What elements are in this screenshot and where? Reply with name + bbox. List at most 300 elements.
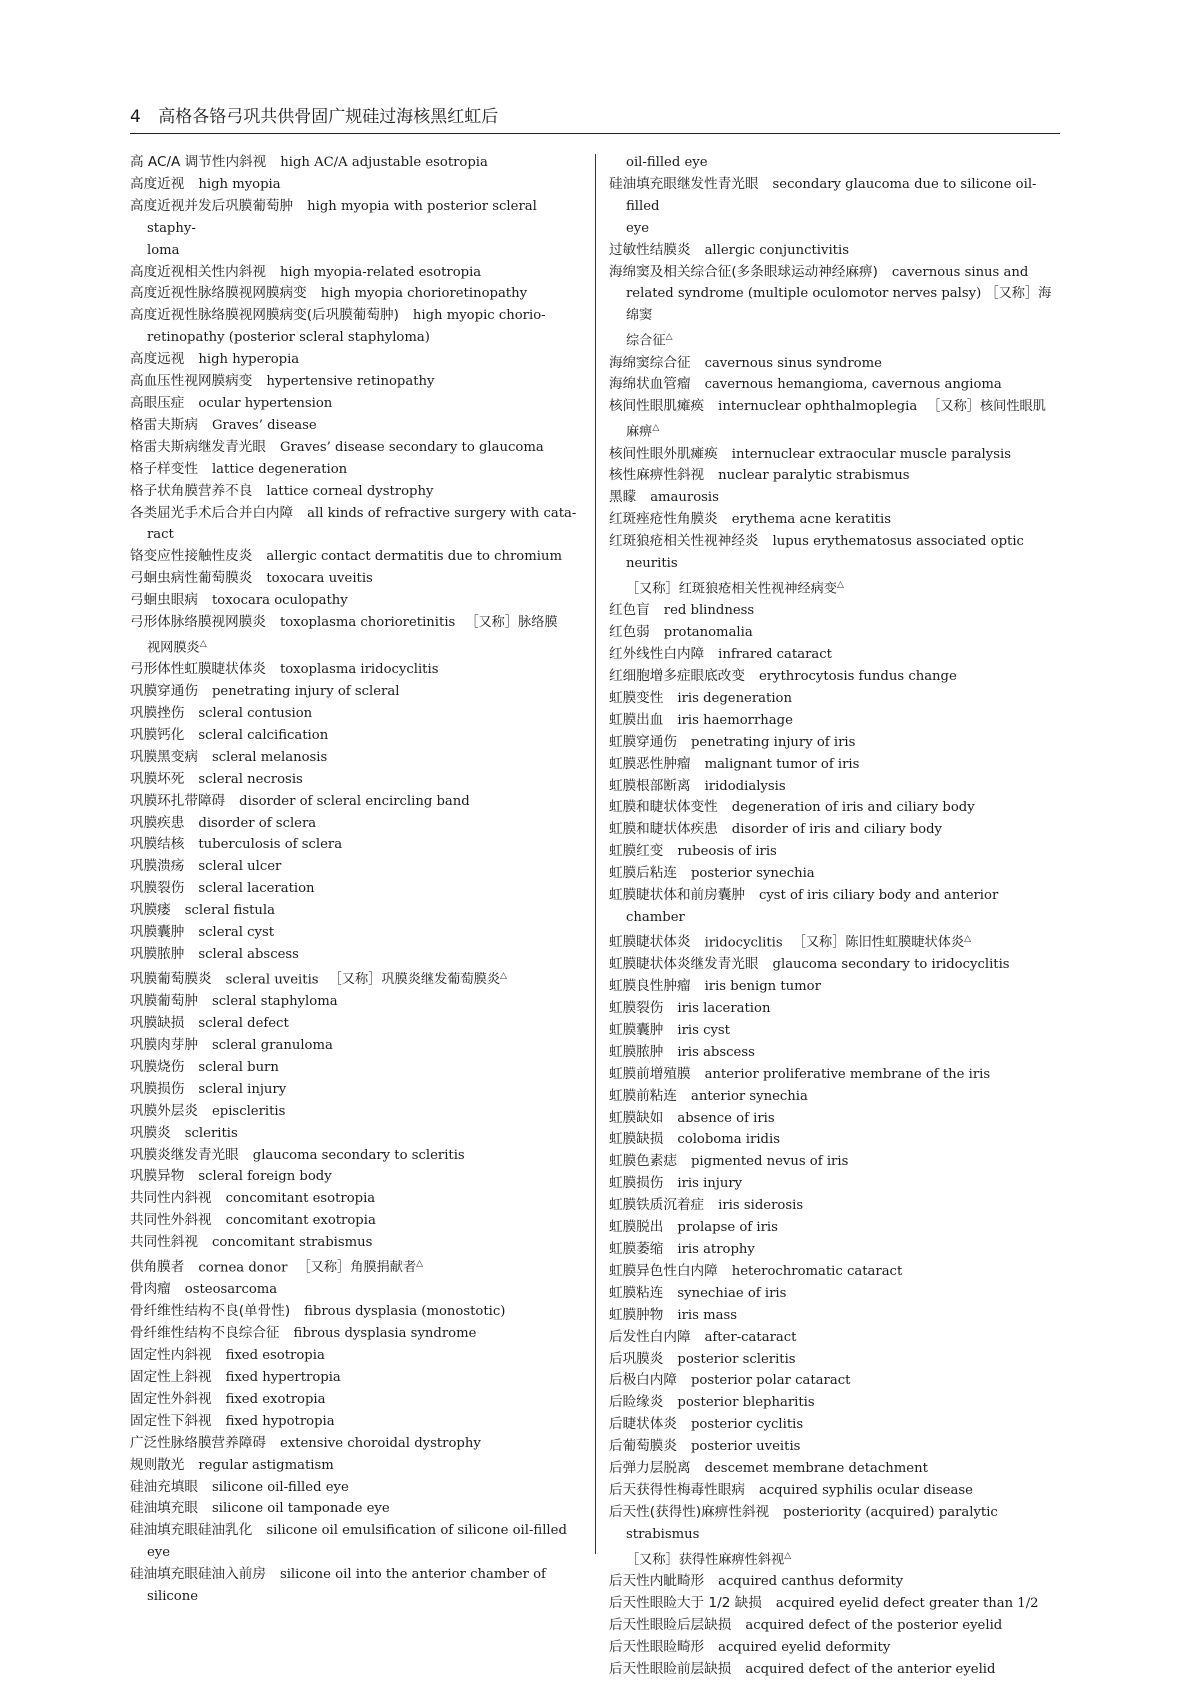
term-english: glaucoma secondary to iridocyclitis bbox=[772, 957, 1010, 973]
term-entry bbox=[609, 531, 1060, 575]
term-entry bbox=[130, 437, 586, 459]
term-english: absence of iris bbox=[677, 1110, 775, 1126]
continuation-text: ［又称］红斑狼疮相关性视神经病变 bbox=[626, 581, 837, 597]
term-chinese: 巩膜损伤 bbox=[130, 1080, 185, 1097]
term-entry bbox=[130, 1411, 586, 1433]
term-entry bbox=[609, 885, 1060, 929]
term-entry bbox=[609, 374, 1060, 396]
term-entry bbox=[609, 998, 1060, 1020]
term-chinese: 共同性斜视 bbox=[130, 1234, 198, 1251]
term-english: iris abscess bbox=[677, 1044, 755, 1060]
term-english: iridocyclitis bbox=[704, 935, 783, 951]
term-entry bbox=[609, 1042, 1060, 1064]
alias-mark: △ bbox=[500, 970, 507, 981]
term-english: cavernous hemangioma, cavernous angioma bbox=[704, 377, 1002, 393]
term-chinese: 硅油填充眼 bbox=[130, 1500, 198, 1517]
term-entry bbox=[130, 1433, 586, 1455]
term-english: iris cyst bbox=[677, 1022, 730, 1038]
term-continuation bbox=[609, 218, 1060, 240]
term-entry bbox=[609, 954, 1060, 976]
term-chinese: 高度近视 bbox=[130, 175, 185, 192]
term-chinese: 后天性内眦畸形 bbox=[609, 1572, 705, 1589]
term-english: allergic contact dermatitis due to chromium bbox=[266, 549, 562, 565]
term-entry bbox=[130, 878, 586, 900]
term-entry bbox=[130, 725, 586, 747]
term-english: osteosarcoma bbox=[184, 1282, 278, 1298]
term-entry bbox=[609, 1571, 1060, 1593]
continuation-text: retinopathy (posterior scleral staphyloma) bbox=[147, 330, 430, 346]
term-chinese: 虹膜脓肿 bbox=[609, 1043, 664, 1060]
term-continuation bbox=[609, 575, 1060, 600]
term-entry bbox=[609, 710, 1060, 732]
term-english: malignant tumor of iris bbox=[704, 756, 860, 772]
term-chinese: 虹膜穿通伤 bbox=[609, 733, 677, 750]
term-chinese: 海绵窦综合征 bbox=[609, 354, 691, 371]
term-english: tuberculosis of sclera bbox=[198, 837, 343, 853]
term-english: internuclear extraocular muscle paralysis bbox=[731, 446, 1011, 462]
term-entry bbox=[130, 415, 586, 437]
term-chinese: 固定性上斜视 bbox=[130, 1369, 212, 1386]
term-english: lupus erythematosus associated optic neuritis bbox=[626, 534, 1024, 572]
term-chinese: 巩膜缺损 bbox=[130, 1015, 185, 1032]
term-english: iris injury bbox=[677, 1176, 743, 1192]
term-english: fibrous dysplasia (monostotic) bbox=[304, 1304, 506, 1320]
term-entry bbox=[609, 1458, 1060, 1480]
term-english: fibrous dysplasia syndrome bbox=[293, 1326, 477, 1342]
term-entry bbox=[130, 1498, 586, 1520]
term-chinese: 虹膜良性肿瘤 bbox=[609, 978, 691, 995]
term-english: hypertensive retinopathy bbox=[266, 374, 435, 390]
term-chinese: 虹膜根部断离 bbox=[609, 777, 691, 794]
term-english: silicone oil emulsification of silicone oil-filled bbox=[266, 1523, 567, 1539]
term-entry bbox=[130, 703, 586, 725]
term-chinese: 弓蛔虫病性葡萄膜炎 bbox=[130, 570, 253, 587]
term-entry bbox=[130, 1455, 586, 1477]
term-chinese: 后弹力层脱离 bbox=[609, 1460, 691, 1477]
term-english: acquired defect of the anterior eyelid bbox=[745, 1661, 996, 1677]
term-chinese: 过敏性结膜炎 bbox=[609, 241, 691, 258]
term-entry bbox=[130, 1323, 586, 1345]
term-chinese: 虹膜后粘连 bbox=[609, 865, 677, 882]
continuation-text: ［又称］获得性麻痹性斜视 bbox=[626, 1552, 785, 1568]
term-continuation bbox=[609, 327, 1060, 352]
term-chinese: 虹膜前粘连 bbox=[609, 1087, 677, 1104]
term-chinese: 虹膜缺损 bbox=[609, 1131, 664, 1148]
page-header bbox=[130, 103, 1060, 134]
term-chinese: 后极白内障 bbox=[609, 1372, 677, 1389]
term-english: iris mass bbox=[677, 1307, 737, 1323]
term-english: iris degeneration bbox=[677, 690, 792, 706]
term-chinese: 格子状角膜营养不良 bbox=[130, 482, 253, 499]
term-english: disorder of scleral encircling band bbox=[239, 793, 470, 809]
alias-mark: △ bbox=[964, 933, 971, 944]
term-entry bbox=[609, 1151, 1060, 1173]
term-chinese: 巩膜钙化 bbox=[130, 726, 185, 743]
term-english: scleral foreign body bbox=[198, 1169, 332, 1185]
term-continuation bbox=[130, 327, 586, 349]
term-english: scleral laceration bbox=[198, 881, 315, 897]
term-entry bbox=[130, 503, 586, 525]
term-entry bbox=[609, 174, 1060, 218]
term-entry bbox=[609, 600, 1060, 622]
term-entry bbox=[130, 681, 586, 703]
term-chinese: 格子样变性 bbox=[130, 460, 198, 477]
term-english: nuclear paralytic strabismus bbox=[718, 468, 910, 484]
term-entry bbox=[609, 976, 1060, 998]
term-entry bbox=[609, 509, 1060, 531]
term-entry bbox=[609, 1414, 1060, 1436]
term-english: fixed esotropia bbox=[225, 1348, 325, 1364]
term-continuation bbox=[609, 152, 1060, 174]
term-chinese: 固定性内斜视 bbox=[130, 1347, 212, 1364]
term-chinese: 后天性(获得性)麻痹性斜视 bbox=[609, 1503, 770, 1520]
term-chinese: 虹膜损伤 bbox=[609, 1175, 664, 1192]
alias-mark: △ bbox=[416, 1259, 424, 1270]
term-chinese: 巩膜穿通伤 bbox=[130, 683, 198, 700]
term-english: toxocara uveitis bbox=[266, 571, 373, 587]
term-english: scleral injury bbox=[198, 1081, 287, 1097]
term-chinese: 巩膜脓肿 bbox=[130, 946, 185, 963]
term-chinese: 巩膜异物 bbox=[130, 1168, 185, 1185]
term-english: extensive choroidal dystrophy bbox=[279, 1435, 481, 1451]
term-english: silicone oil-filled eye bbox=[211, 1479, 349, 1495]
term-english: high hyperopia bbox=[198, 352, 300, 368]
term-entry bbox=[130, 371, 586, 393]
term-entry bbox=[130, 1232, 586, 1254]
term-entry bbox=[609, 666, 1060, 688]
term-chinese: 红细胞增多症眼底改变 bbox=[609, 668, 745, 685]
term-chinese: 虹膜脱出 bbox=[609, 1219, 664, 1236]
term-english: internuclear ophthalmoplegia bbox=[718, 399, 918, 415]
term-entry bbox=[609, 1502, 1060, 1546]
term-english: pigmented nevus of iris bbox=[690, 1154, 849, 1170]
term-entry bbox=[609, 1261, 1060, 1283]
term-english: descemet membrane detachment bbox=[704, 1461, 928, 1477]
term-english: scleritis bbox=[184, 1125, 238, 1141]
term-chinese: 虹膜睫状体炎 bbox=[609, 934, 691, 951]
term-english: scleral ulcer bbox=[198, 859, 282, 875]
term-chinese: 巩膜葡萄膜炎 bbox=[130, 971, 212, 988]
term-english: secondary glaucoma due to silicone oil-filled bbox=[626, 176, 1037, 214]
term-entry bbox=[609, 754, 1060, 776]
term-english: posterior synechia bbox=[690, 866, 815, 882]
term-entry bbox=[130, 900, 586, 922]
term-english: lattice corneal dystrophy bbox=[266, 483, 434, 499]
term-chinese: 后天性眼睑大于 1/2 缺损 bbox=[609, 1594, 762, 1611]
term-chinese: 高度远视 bbox=[130, 351, 185, 368]
column-divider bbox=[595, 154, 596, 1554]
term-chinese: 固定性外斜视 bbox=[130, 1390, 212, 1407]
term-entry bbox=[609, 688, 1060, 710]
term-english: acquired syphilis ocular disease bbox=[758, 1482, 973, 1498]
term-english: toxoplasma iridocyclitis bbox=[279, 662, 439, 678]
term-english: scleral burn bbox=[198, 1059, 279, 1075]
term-entry bbox=[609, 1283, 1060, 1305]
term-entry bbox=[609, 487, 1060, 509]
term-entry bbox=[130, 1145, 586, 1167]
term-chinese: 巩膜肉芽肿 bbox=[130, 1037, 198, 1054]
term-entry bbox=[130, 769, 586, 791]
term-english: fixed hypotropia bbox=[225, 1413, 335, 1429]
term-chinese: 虹膜肿物 bbox=[609, 1306, 664, 1323]
term-english: scleral granuloma bbox=[211, 1038, 333, 1054]
term-entry bbox=[130, 922, 586, 944]
term-continuation bbox=[609, 418, 1060, 443]
term-english: disorder of sclera bbox=[198, 815, 317, 831]
term-continuation bbox=[130, 1542, 586, 1564]
term-chinese: 高度近视性脉络膜视网膜病变 bbox=[130, 285, 307, 302]
term-chinese: 虹膜红变 bbox=[609, 843, 664, 860]
term-entry bbox=[609, 1173, 1060, 1195]
term-chinese: 广泛性脉络膜营养障碍 bbox=[130, 1434, 266, 1451]
term-english: iris siderosis bbox=[718, 1198, 804, 1214]
term-english: posterior polar cataract bbox=[690, 1373, 851, 1389]
term-chinese: 骨纤维性结构不良综合征 bbox=[130, 1325, 280, 1342]
term-english: posterior scleritis bbox=[677, 1351, 796, 1367]
term-english: posterior cyclitis bbox=[690, 1417, 804, 1433]
term-entry bbox=[130, 1301, 586, 1323]
term-chinese: 铬变应性接触性皮炎 bbox=[130, 548, 253, 565]
term-english: red blindness bbox=[663, 603, 755, 619]
term-entry bbox=[130, 813, 586, 835]
term-chinese: 固定性下斜视 bbox=[130, 1412, 212, 1429]
term-entry bbox=[609, 1659, 1060, 1681]
term-english: high AC/A adjustable esotropia bbox=[280, 155, 488, 170]
term-entry bbox=[609, 1239, 1060, 1261]
term-chinese: 共同性内斜视 bbox=[130, 1190, 212, 1207]
term-english: anterior proliferative membrane of the iris bbox=[704, 1066, 991, 1082]
term-entry bbox=[609, 1086, 1060, 1108]
term-english: cavernous sinus syndrome bbox=[704, 355, 882, 371]
term-chinese: 核间性眼肌瘫痪 bbox=[609, 398, 705, 415]
term-english: protanomalia bbox=[663, 625, 753, 641]
term-chinese: 巩膜黑变病 bbox=[130, 748, 198, 765]
term-english: high myopic chorio- bbox=[412, 308, 546, 324]
continuation-text: oil-filled eye bbox=[626, 155, 708, 170]
term-entry bbox=[609, 1108, 1060, 1130]
term-entry bbox=[609, 262, 1060, 284]
term-entry bbox=[130, 262, 586, 284]
term-english: high myopia bbox=[198, 176, 281, 192]
term-english: cyst of iris ciliary body and anterior chamber bbox=[626, 888, 999, 925]
term-chinese: 高眼压症 bbox=[130, 394, 185, 411]
term-chinese: 弓蛔虫眼病 bbox=[130, 592, 198, 609]
term-entry bbox=[130, 349, 586, 371]
term-english: scleral staphyloma bbox=[211, 994, 338, 1010]
term-entry bbox=[609, 1436, 1060, 1458]
term-chinese: 弓形体性虹膜睫状体炎 bbox=[130, 661, 266, 678]
term-entry bbox=[130, 1345, 586, 1367]
term-entry bbox=[130, 966, 586, 991]
term-english: fixed exotropia bbox=[225, 1391, 326, 1407]
term-english: iris atrophy bbox=[677, 1241, 755, 1257]
term-english: scleral defect bbox=[198, 1016, 289, 1032]
term-chinese: 巩膜坏死 bbox=[130, 770, 185, 787]
term-entry bbox=[130, 305, 586, 327]
term-entry bbox=[130, 1123, 586, 1145]
term-chinese: 虹膜萎缩 bbox=[609, 1240, 664, 1257]
term-chinese: 巩膜炎继发青光眼 bbox=[130, 1146, 239, 1163]
term-english: scleral contusion bbox=[198, 706, 313, 722]
term-english: allergic conjunctivitis bbox=[704, 242, 849, 258]
term-entry bbox=[130, 1166, 586, 1188]
term-english: cavernous sinus and bbox=[891, 264, 1029, 280]
term-chinese: 红斑痤疮性角膜炎 bbox=[609, 511, 718, 528]
term-entry bbox=[130, 1013, 586, 1035]
term-english: toxocara oculopathy bbox=[211, 593, 348, 609]
alias-mark: △ bbox=[199, 638, 207, 649]
term-chinese: 虹膜异色性白内障 bbox=[609, 1262, 718, 1279]
term-entry bbox=[609, 776, 1060, 798]
term-entry bbox=[609, 396, 1060, 418]
left-column bbox=[130, 152, 586, 1608]
term-entry bbox=[130, 991, 586, 1013]
term-chinese: 海绵窦及相关综合征(多条眼球运动神经麻痹) bbox=[609, 263, 878, 280]
continuation-text: 综合征 bbox=[626, 333, 666, 349]
continuation-text: eye bbox=[626, 220, 650, 236]
term-english: acquired eyelid deformity bbox=[718, 1639, 891, 1655]
term-chinese: 虹膜和睫状体变性 bbox=[609, 799, 718, 816]
term-entry bbox=[130, 856, 586, 878]
alias-mark: △ bbox=[652, 423, 660, 434]
term-entry bbox=[130, 1389, 586, 1411]
term-entry bbox=[609, 1129, 1060, 1151]
term-english: concomitant esotropia bbox=[225, 1191, 376, 1207]
term-continuation bbox=[130, 240, 586, 262]
term-english: acquired eyelid defect greater than 1/2 bbox=[775, 1595, 1039, 1611]
term-chinese: 后天性眼睑后层缺损 bbox=[609, 1616, 732, 1633]
term-entry bbox=[130, 747, 586, 769]
term-english: degeneration of iris and ciliary body bbox=[731, 800, 975, 816]
term-entry bbox=[130, 612, 586, 634]
alias-mark: △ bbox=[665, 332, 673, 343]
term-english: coloboma iridis bbox=[677, 1132, 780, 1148]
term-entry bbox=[130, 791, 586, 813]
term-entry bbox=[130, 1564, 586, 1608]
term-english: scleral fistula bbox=[184, 903, 275, 919]
term-english: high myopia with posterior scleral staphy- bbox=[147, 198, 537, 236]
term-english: posterior uveitis bbox=[690, 1439, 801, 1455]
term-english: acquired defect of the posterior eyelid bbox=[745, 1617, 1003, 1633]
term-english: all kinds of refractive surgery with cata- bbox=[307, 505, 577, 521]
term-entry bbox=[609, 465, 1060, 487]
continuation-text: ract bbox=[147, 527, 174, 543]
term-chinese: 红色弱 bbox=[609, 624, 650, 641]
term-continuation bbox=[130, 524, 586, 546]
alias-mark: △ bbox=[837, 580, 844, 590]
term-entry bbox=[609, 622, 1060, 644]
term-entry bbox=[130, 1367, 586, 1389]
term-english: scleral uveitis bbox=[225, 972, 319, 988]
term-chinese: 格雷夫斯病继发青光眼 bbox=[130, 438, 266, 455]
term-chinese: 虹膜色素痣 bbox=[609, 1153, 677, 1170]
term-chinese: 巩膜囊肿 bbox=[130, 924, 185, 941]
term-entry bbox=[130, 1079, 586, 1101]
term-continuation bbox=[130, 634, 586, 659]
term-chinese: 巩膜结核 bbox=[130, 836, 185, 853]
term-entry bbox=[130, 568, 586, 590]
term-entry bbox=[609, 797, 1060, 819]
term-entry bbox=[609, 1327, 1060, 1349]
term-english: erythrocytosis fundus change bbox=[758, 669, 957, 685]
term-chinese: 后睫状体炎 bbox=[609, 1416, 677, 1433]
term-english: lattice degeneration bbox=[211, 461, 348, 477]
running-title: 高格各铬弓巩共供骨固广规硅过海核黑红虹后 bbox=[158, 107, 499, 127]
term-english: rubeosis of iris bbox=[677, 844, 777, 860]
term-english: scleral abscess bbox=[198, 947, 299, 963]
term-entry bbox=[130, 546, 586, 568]
term-entry bbox=[609, 1637, 1060, 1659]
term-alias: ［又称］脉络膜 bbox=[465, 615, 558, 631]
term-entry bbox=[130, 196, 586, 240]
term-chinese: 巩膜溃疡 bbox=[130, 858, 185, 875]
term-entry bbox=[130, 659, 586, 681]
term-english: high myopia-related esotropia bbox=[279, 264, 482, 280]
term-entry bbox=[130, 1057, 586, 1079]
term-english: prolapse of iris bbox=[677, 1220, 778, 1236]
term-chinese: 黑矇 bbox=[609, 489, 637, 506]
term-chinese: 虹膜和睫状体疾患 bbox=[609, 821, 718, 838]
term-english: scleral melanosis bbox=[211, 749, 328, 765]
term-chinese: 后发性白内障 bbox=[609, 1328, 691, 1345]
term-entry bbox=[609, 732, 1060, 754]
term-english: scleral necrosis bbox=[198, 771, 303, 787]
term-english: posterior blepharitis bbox=[677, 1395, 815, 1411]
term-english: acquired canthus deformity bbox=[718, 1573, 904, 1589]
term-english: penetrating injury of scleral bbox=[211, 684, 400, 700]
term-entry bbox=[609, 1305, 1060, 1327]
term-chinese: 虹膜铁质沉着症 bbox=[609, 1197, 705, 1214]
term-english: fixed hypertropia bbox=[225, 1370, 341, 1386]
term-english: ocular hypertension bbox=[198, 395, 333, 411]
term-chinese: 红色盲 bbox=[609, 602, 650, 619]
term-chinese: 高血压性视网膜病变 bbox=[130, 373, 253, 390]
term-entry bbox=[609, 1370, 1060, 1392]
term-english: scleral calcification bbox=[198, 727, 329, 743]
continuation-text: 麻痹 bbox=[626, 424, 653, 440]
term-chinese: 硅油充填眼 bbox=[130, 1478, 198, 1495]
term-alias: ［又称］巩膜炎继发葡萄膜炎 bbox=[328, 972, 501, 988]
term-alias: ［又称］陈旧性虹膜睫状体炎 bbox=[792, 935, 965, 951]
term-entry bbox=[609, 1480, 1060, 1502]
term-chinese: 巩膜环扎带障碍 bbox=[130, 792, 226, 809]
term-chinese: 后葡萄膜炎 bbox=[609, 1438, 677, 1455]
term-english: after-cataract bbox=[704, 1329, 797, 1345]
term-english: anterior synechia bbox=[690, 1088, 808, 1104]
term-english: amaurosis bbox=[650, 490, 719, 506]
term-entry bbox=[130, 393, 586, 415]
term-english: erythema acne keratitis bbox=[731, 512, 891, 528]
term-english: posteriority (acquired) paralytic strabismus bbox=[626, 1504, 998, 1542]
term-chinese: 后睑缘炎 bbox=[609, 1394, 664, 1411]
alias-mark: △ bbox=[784, 1550, 792, 1561]
term-entry bbox=[130, 283, 586, 305]
term-entry bbox=[609, 1615, 1060, 1637]
term-english: iris benign tumor bbox=[704, 979, 821, 995]
term-english: glaucoma secondary to scleritis bbox=[252, 1147, 465, 1163]
continuation-text: related syndrome (multiple oculomotor nerves palsy) ［又称］海绵窦 bbox=[626, 286, 1052, 324]
term-entry bbox=[130, 1101, 586, 1123]
term-chinese: 规则散光 bbox=[130, 1456, 185, 1473]
term-english: episcleritis bbox=[211, 1103, 286, 1119]
term-entry bbox=[130, 481, 586, 503]
term-chinese: 虹膜前增殖膜 bbox=[609, 1065, 691, 1082]
term-english: concomitant strabismus bbox=[211, 1235, 373, 1251]
term-chinese: 海绵状血管瘤 bbox=[609, 376, 691, 393]
term-continuation bbox=[609, 283, 1060, 327]
term-entry bbox=[609, 1593, 1060, 1615]
term-entry bbox=[609, 644, 1060, 666]
